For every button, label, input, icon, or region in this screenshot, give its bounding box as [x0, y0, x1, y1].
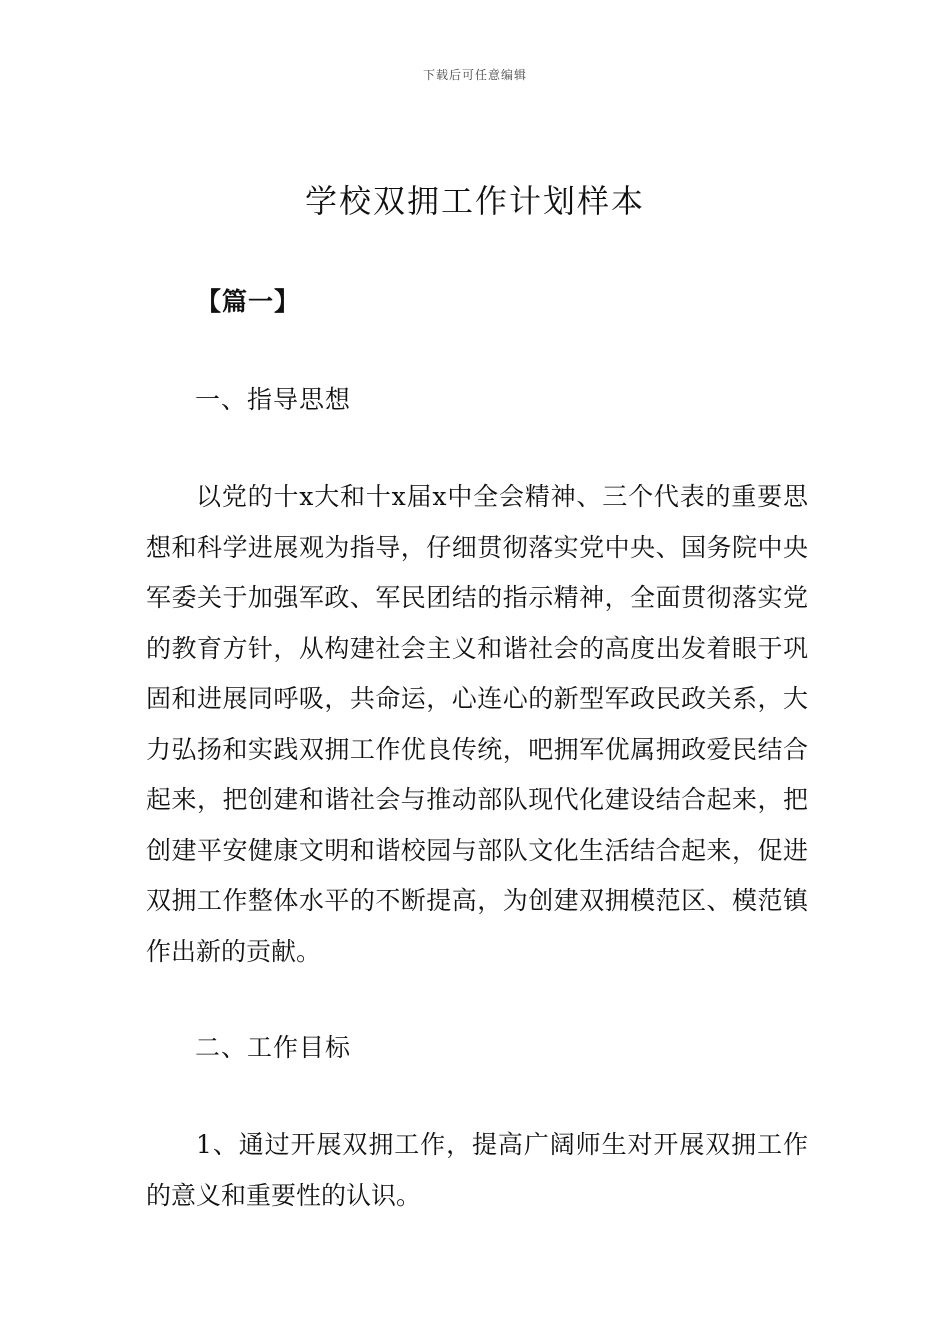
header-note: 下载后可任意编辑 [422, 68, 527, 82]
part-label: 【篇一】 [196, 287, 301, 316]
section-paragraph-guiding-ideology: 以党的十x大和十x届x中全会精神、三个代表的重要思想和科学进展观为指导，仔细贯彻落实党中央、国务院中央军委关于加强军政、军民团结的指示精神，全面贯彻落实党的教育方针，从构建社会主义和谐社会的高度出发着眼于巩固和进展同呼吸，共命运，心连心的新型军政民政关系，大力弘扬和实践双拥工作优良传统，吧拥军优属拥政爱民结合起来，把创建和谐社会与推动部队现代化建设结合起来，把创建平安健康文明和谐校园与部队文化生活结合起来，促进双拥工作整体水平的不断提高，为创建双拥模范区、模范镇作出新的贡献。 [146, 482, 808, 966]
section-heading-guiding-ideology: 一、指导思想 [195, 385, 352, 414]
work-goal-item-1: 1、通过开展双拥工作，提高广阔师生对开展双拥工作的意义和重要性的认识。 [146, 1130, 808, 1210]
section-heading-work-goals: 二、工作目标 [195, 1033, 352, 1062]
document-title: 学校双拥工作计划样本 [304, 182, 645, 220]
